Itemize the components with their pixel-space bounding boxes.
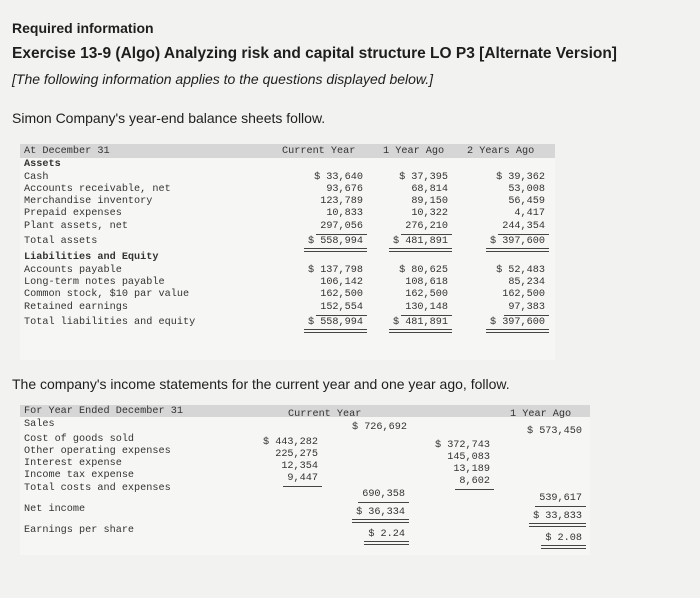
bs-header-current: Current Year (282, 146, 356, 157)
sales-label: Sales (24, 419, 55, 430)
exp-prev: 13,189 (453, 464, 490, 475)
row-label: Cash (24, 172, 49, 183)
row-1yr: 108,618 (405, 277, 448, 288)
row-cur: 106,142 (320, 277, 363, 288)
exp-prev: 8,602 (459, 476, 490, 487)
row-2yr: 56,459 (508, 196, 545, 207)
total-costs-cur: 690,358 (362, 489, 405, 500)
sales-prev: $ 573,450 (526, 426, 582, 437)
row-label: Prepaid expenses (24, 208, 122, 219)
row-2yr: 162,500 (502, 289, 545, 300)
eps-label: Earnings per share (24, 525, 135, 536)
row-1yr: 130,148 (405, 302, 448, 313)
row-label: Other operating expenses (24, 446, 171, 457)
row-1yr: 68,814 (411, 184, 448, 195)
exp-cur: 12,354 (281, 461, 318, 472)
row-2yr: 53,008 (508, 184, 545, 195)
row-cur: $ 137,798 (307, 265, 363, 276)
row-1yr: 162,500 (405, 289, 448, 300)
heading: Required information (12, 20, 154, 36)
total-liab-2yr: $ 397,600 (489, 317, 545, 328)
intro-balance: Simon Company's year-end balance sheets follow. (12, 110, 326, 126)
sales-cur: $ 726,692 (351, 422, 407, 433)
bs-header-label: At December 31 (24, 146, 110, 157)
row-cur: 152,554 (320, 302, 363, 313)
row-label: Retained earnings (24, 302, 128, 313)
is-header-1yr: 1 Year Ago (510, 409, 572, 420)
row-2yr: 4,417 (514, 208, 545, 219)
row-1yr: 10,322 (411, 208, 448, 219)
row-2yr: $ 39,362 (496, 172, 545, 183)
row-cur: 162,500 (320, 289, 363, 300)
exp-cur: 9,447 (287, 473, 318, 484)
intro-income: The company's income statements for the current year and one year ago, follow. (12, 376, 510, 392)
total-assets-cur: $ 558,994 (307, 236, 363, 247)
net-income-label: Net income (24, 504, 86, 515)
row-cur: 10,833 (326, 208, 363, 219)
row-label: Income tax expense (24, 470, 135, 481)
row-1yr: 89,150 (411, 196, 448, 207)
exercise-title: Exercise 13-9 (Algo) Analyzing risk and capital structure LO P3 [Alternate Version] (12, 45, 617, 62)
is-header-label: For Year Ended December 31 (24, 406, 183, 417)
exp-prev: 145,083 (447, 452, 490, 463)
balance-sheet-table (20, 144, 555, 360)
row-label: Accounts payable (24, 265, 122, 276)
total-assets-label: Total assets (24, 236, 98, 247)
row-1yr: 276,210 (405, 221, 448, 232)
row-label: Accounts receivable, net (24, 184, 171, 195)
row-2yr: 97,383 (508, 302, 545, 313)
total-liab-label: Total liabilities and equity (24, 317, 196, 328)
exp-cur: 225,275 (275, 449, 318, 460)
exp-prev: $ 372,743 (434, 440, 490, 451)
total-liab-cur: $ 558,994 (307, 317, 363, 328)
row-label: Common stock, $10 par value (24, 289, 190, 300)
row-label: Plant assets, net (24, 221, 128, 232)
total-costs-label: Total costs and expenses (24, 483, 171, 494)
assets-heading: Assets (24, 159, 61, 170)
info-note: [The following information applies to the questions displayed below.] (12, 71, 434, 87)
row-label: Cost of goods sold (24, 434, 135, 445)
row-2yr: 85,234 (508, 277, 545, 288)
net-income-prev: $ 33,833 (533, 511, 582, 522)
row-cur: 297,056 (320, 221, 363, 232)
row-cur: $ 33,640 (314, 172, 363, 183)
total-liab-1yr: $ 481,891 (392, 317, 448, 328)
bs-header-1yr: 1 Year Ago (383, 146, 445, 157)
total-costs-prev: 539,617 (539, 493, 582, 504)
income-statement-table (20, 405, 590, 555)
row-1yr: $ 37,395 (399, 172, 448, 183)
liabilities-heading: Liabilities and Equity (24, 252, 159, 263)
eps-prev: $ 2.08 (545, 533, 582, 544)
eps-cur: $ 2.24 (368, 529, 405, 540)
row-label: Long-term notes payable (24, 277, 165, 288)
total-assets-2yr: $ 397,600 (489, 236, 545, 247)
row-cur: 93,676 (326, 184, 363, 195)
is-header-current: Current Year (288, 409, 362, 420)
row-label: Interest expense (24, 458, 122, 469)
total-assets-1yr: $ 481,891 (392, 236, 448, 247)
row-cur: 123,789 (320, 196, 363, 207)
row-1yr: $ 80,625 (399, 265, 448, 276)
exp-cur: $ 443,282 (262, 437, 318, 448)
row-2yr: $ 52,483 (496, 265, 545, 276)
bs-header-2yr: 2 Years Ago (467, 146, 535, 157)
row-label: Merchandise inventory (24, 196, 153, 207)
row-2yr: 244,354 (502, 221, 545, 232)
net-income-cur: $ 36,334 (356, 507, 405, 518)
